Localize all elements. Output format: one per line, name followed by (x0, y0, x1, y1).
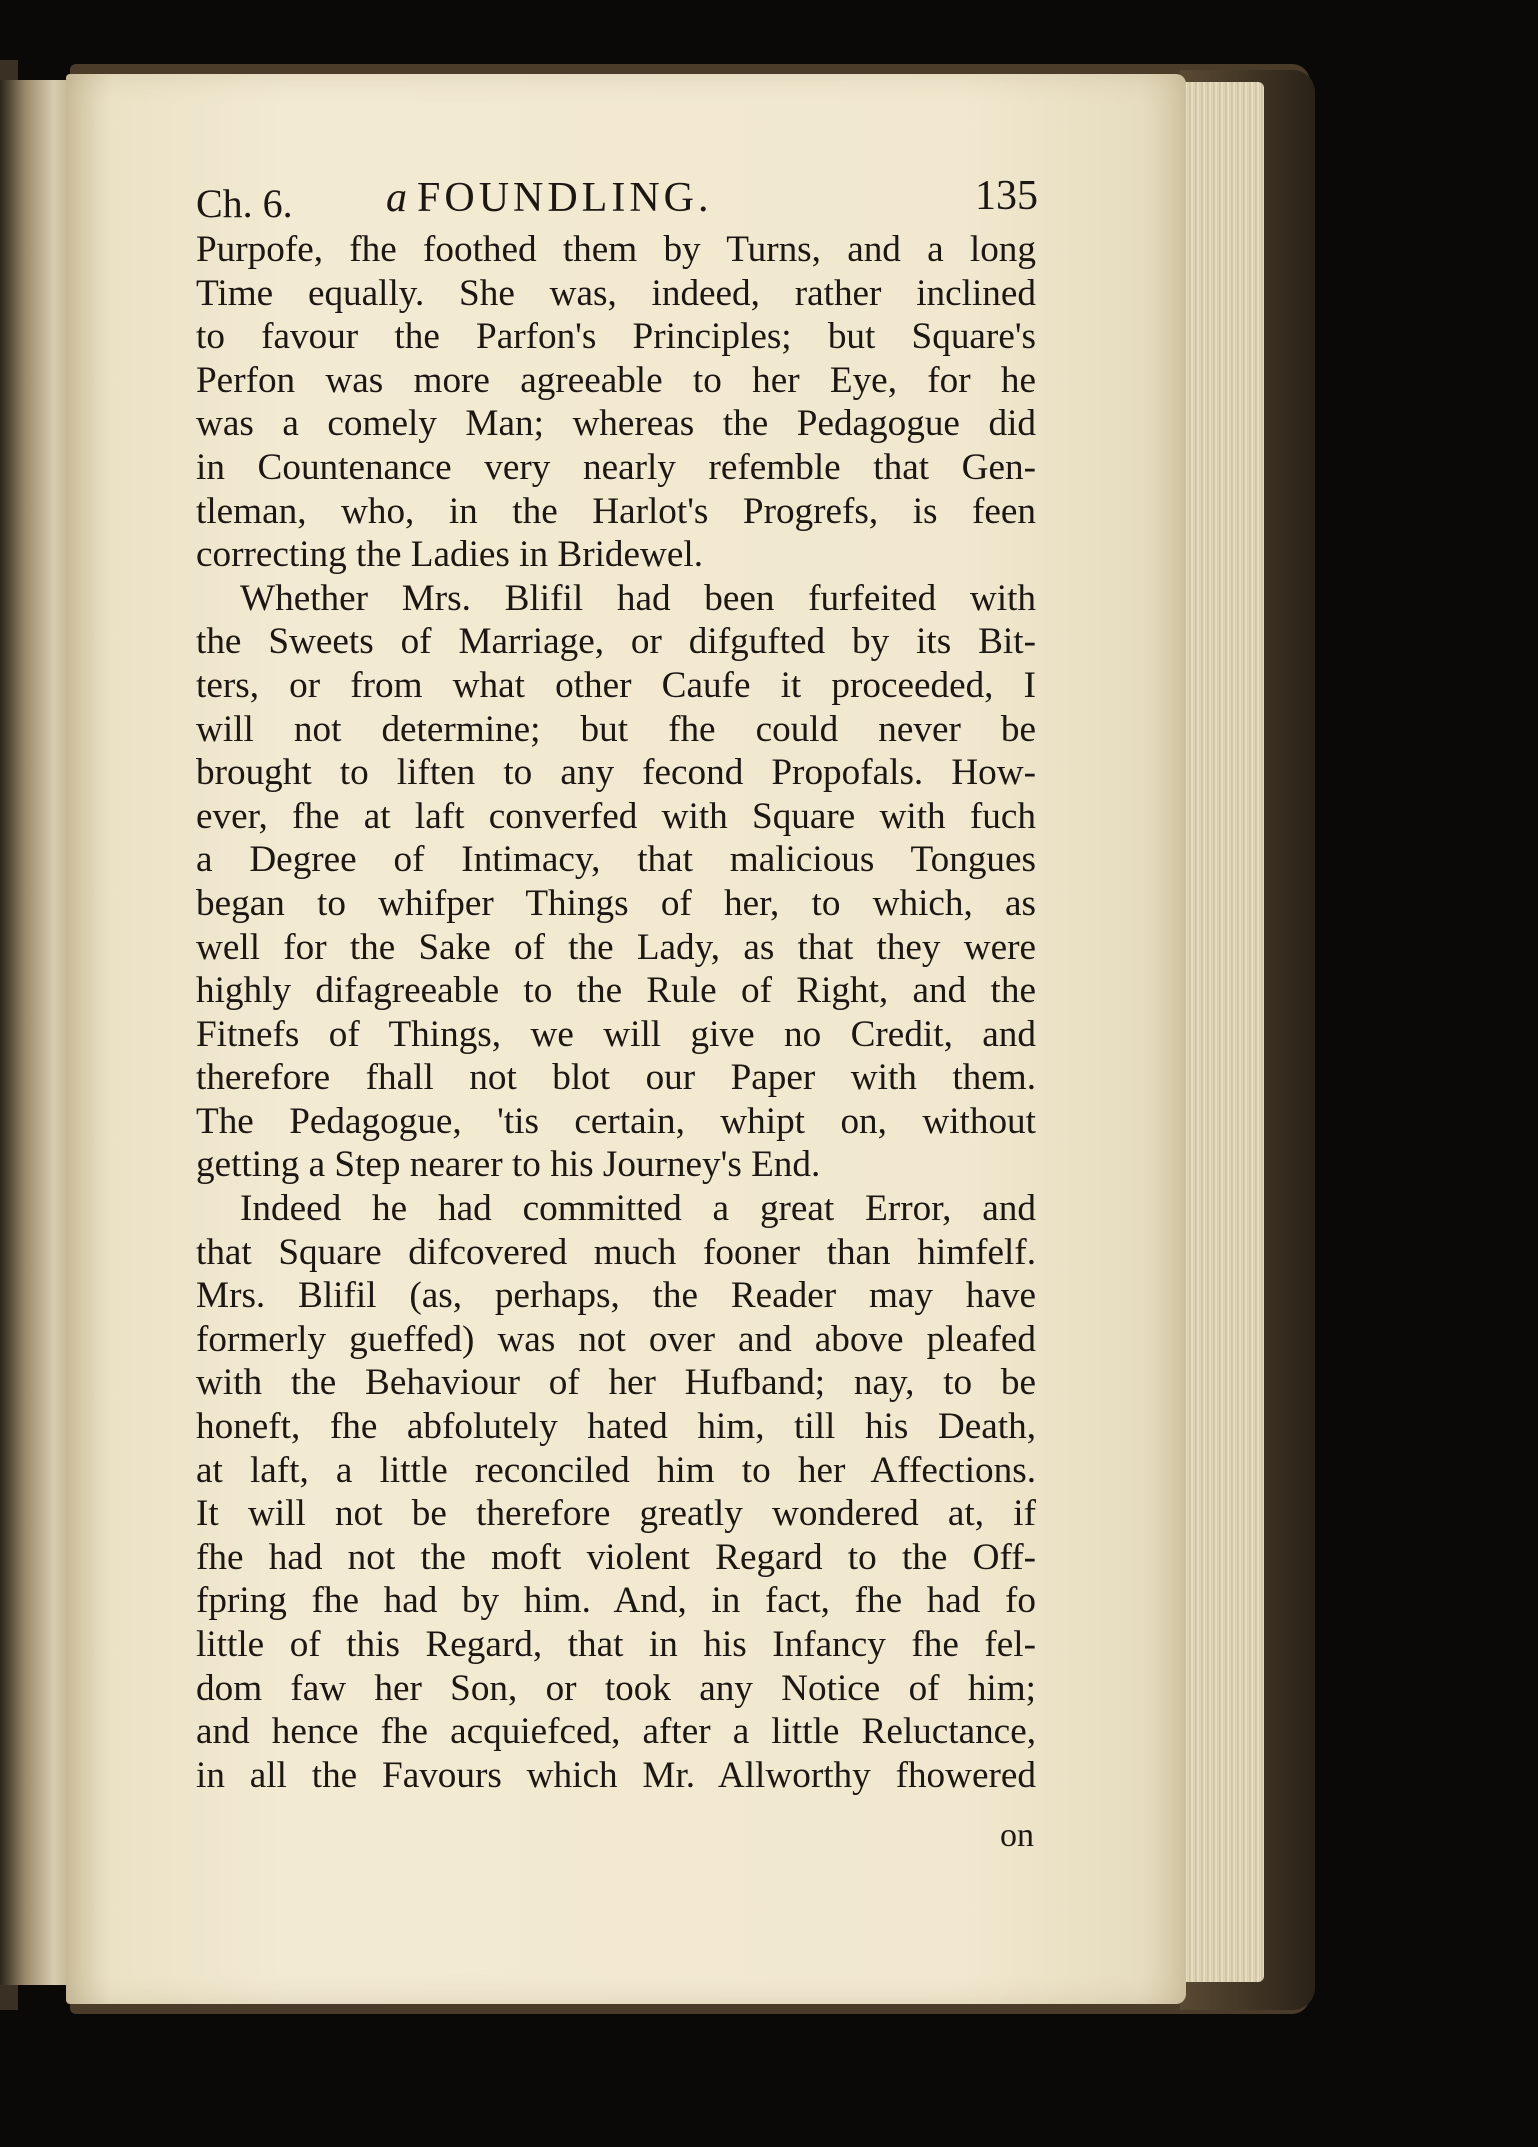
text-line: and hence fhe acquiefced, after a little Reluctance, (196, 1711, 1036, 1753)
text-line: a Degree of Intimacy, that malicious Tongues (196, 839, 1036, 881)
title-word: FOUNDLING. (417, 175, 713, 221)
chapter-label: Ch. 6. (196, 181, 293, 226)
text-line: in all the Favours which Mr. Allworthy fhowered (196, 1754, 1036, 1796)
text-line: dom faw her Son, or took any Notice of him; (196, 1667, 1036, 1709)
text-line: Perfon was more agreeable to her Eye, for he (196, 359, 1036, 401)
page-text (196, 162, 1038, 1854)
text-line: tleman, who, in the Harlot's Progrefs, is feen (196, 490, 1036, 532)
text-line: highly difagreeable to the Rule of Right, and the (196, 970, 1036, 1012)
text-line: ters, or from what other Caufe it proceeded, I (196, 664, 1036, 706)
text-line: ever, fhe at laft converfed with Square with fuch (196, 795, 1036, 837)
text-line: It will not be therefore greatly wondered at, if (196, 1493, 1036, 1535)
text-line: correcting the Ladies in Bridewel. (196, 534, 704, 576)
text-line: fhe had not the moft violent Regard to the Off- (196, 1536, 1036, 1578)
text-line: will not determine; but fhe could never be (196, 708, 1036, 750)
page-edges (1182, 82, 1264, 1982)
text-line: Fitnefs of Things, we will give no Credit, and (196, 1013, 1036, 1055)
catchword: on (1000, 1817, 1034, 1854)
text-line: getting a Step nearer to his Journey's End. (196, 1144, 821, 1186)
text-line: well for the Sake of the Lady, as that they were (196, 926, 1036, 968)
text-line: Indeed he had committed a great Error, and (240, 1188, 1036, 1230)
title-article: a (386, 175, 407, 221)
text-line: fpring fhe had by him. And, in fact, fhe had fo (196, 1580, 1036, 1622)
text-line: Mrs. Blifil (as, perhaps, the Reader may have (196, 1275, 1036, 1317)
text-line: therefore fhall not blot our Paper with them. (196, 1057, 1036, 1099)
text-line: the Sweets of Marriage, or difgufted by its Bit- (196, 621, 1036, 663)
text-line: began to whifper Things of her, to which, as (196, 882, 1036, 924)
text-line: Time equally. She was, indeed, rather inclined (196, 272, 1036, 314)
text-line: formerly gueffed) was not over and above pleafed (196, 1318, 1036, 1360)
page-number: 135 (975, 173, 1038, 219)
running-head (196, 162, 1036, 228)
text-line: brought to liften to any fecond Propofals. How- (196, 752, 1036, 794)
text-line: in Countenance very nearly refemble that Gen- (196, 446, 1036, 488)
text-line: at laft, a little reconciled him to her Affections. (196, 1449, 1036, 1491)
text-line: with the Behaviour of her Hufband; nay, to be (196, 1362, 1036, 1404)
text-line: to favour the Parfon's Principles; but Square's (196, 316, 1036, 358)
text-line: that Square difcovered much fooner than himfelf. (196, 1231, 1036, 1273)
text-line: little of this Regard, that in his Infancy fhe fel- (196, 1624, 1036, 1665)
text-line: honeft, fhe abfolutely hated him, till his Death, (196, 1406, 1036, 1448)
running-title (386, 174, 713, 222)
text-line: The Pedagogue, 'tis certain, whipt on, without (196, 1100, 1036, 1142)
text-line: was a comely Man; whereas the Pedagogue did (196, 403, 1036, 445)
facing-page-edge (0, 80, 72, 1985)
text-line: Purpofe, fhe foothed them by Turns, and a long (196, 229, 1036, 270)
text-line: Whether Mrs. Blifil had been furfeited with (240, 577, 1036, 619)
